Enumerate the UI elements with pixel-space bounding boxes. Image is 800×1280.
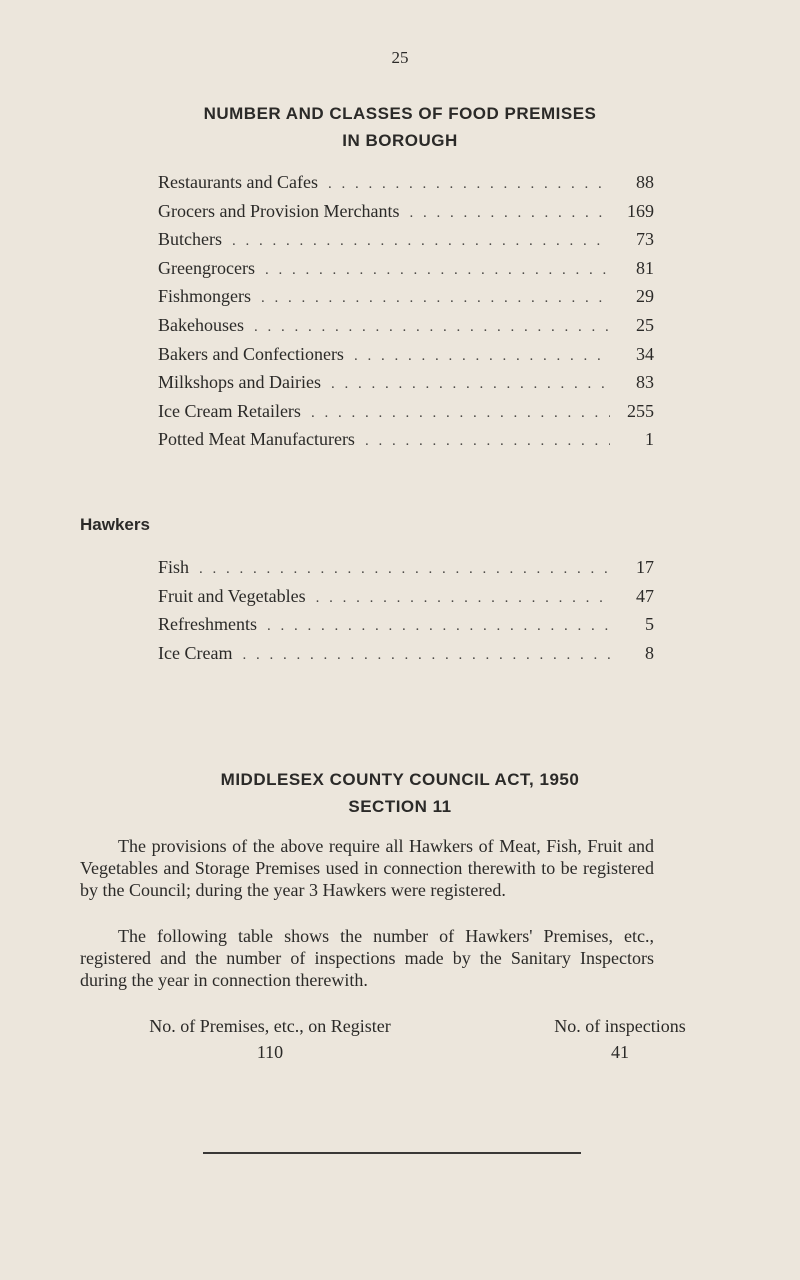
- item-value: 29: [636, 286, 654, 307]
- item-label: Bakehouses: [158, 314, 244, 335]
- item-label: Ice Cream Retailers: [158, 400, 301, 421]
- item-label: Refreshments: [158, 614, 257, 635]
- leader-dots: [251, 290, 610, 307]
- list-item: [158, 643, 654, 672]
- page-title: [0, 100, 800, 154]
- leader-dots: [355, 433, 610, 450]
- section-heading: [0, 766, 800, 820]
- leader-dots: [318, 176, 610, 193]
- leader-dots: [232, 647, 610, 664]
- list-item: [158, 229, 654, 258]
- item-value: 169: [627, 200, 654, 221]
- item-label: Butchers: [158, 229, 222, 250]
- list-item: [158, 172, 654, 201]
- column-value: 110: [256, 1042, 284, 1062]
- list-item: [158, 614, 654, 643]
- leader-dots: [301, 405, 610, 422]
- title-line-1: NUMBER AND CLASSES OF FOOD PREMISES: [203, 104, 597, 123]
- register-column-premises: [110, 1013, 430, 1065]
- column-header: No. of inspections: [554, 1016, 686, 1036]
- list-item: [158, 401, 654, 430]
- hawkers-heading: Hawkers: [80, 515, 150, 534]
- item-label: Bakers and Confectioners: [158, 343, 344, 364]
- leader-dots: [222, 233, 610, 250]
- item-label: Milkshops and Dairies: [158, 372, 321, 393]
- leader-dots: [257, 618, 610, 635]
- leader-dots: [344, 348, 610, 365]
- title-line-2: IN BOROUGH: [342, 131, 458, 150]
- item-label: Restaurants and Cafes: [158, 172, 318, 192]
- paragraph-inspections: The following table shows the number of Hawkers' Premises, etc., registered and the number of inspections made by the Sanitary Inspectors during the year in connection therewith.: [80, 926, 654, 990]
- item-label: Fishmongers: [158, 286, 252, 307]
- list-item: [158, 315, 654, 344]
- item-value: 73: [636, 229, 654, 250]
- divider: [203, 1152, 581, 1154]
- list-item: [158, 372, 654, 401]
- item-value: 88: [636, 172, 654, 192]
- item-value: 17: [636, 557, 654, 577]
- item-value: 25: [636, 314, 654, 335]
- leader-dots: [244, 319, 610, 336]
- leader-dots: [255, 262, 610, 279]
- item-label: Ice Cream: [158, 642, 233, 663]
- hawkers-list: [158, 557, 654, 671]
- leader-dots: [306, 590, 610, 607]
- item-value: 34: [636, 343, 654, 364]
- item-label: Grocers and Provision Merchants: [158, 200, 400, 221]
- leader-dots: [321, 376, 610, 393]
- list-item: [158, 201, 654, 230]
- list-item: [158, 258, 654, 287]
- item-value: 5: [645, 614, 654, 635]
- paragraph-registration: The provisions of the above require all Hawkers of Meat, Fish, Fruit and Vegetables and Storage Premises used in connection therewith to be registered by the Council; during the year 3 Hawkers were registered.: [80, 836, 654, 900]
- item-label: Potted Meat Manufacturers: [158, 429, 355, 450]
- item-value: 1: [645, 429, 654, 450]
- act-section: SECTION 11: [348, 797, 452, 816]
- item-label: Fish: [158, 557, 190, 577]
- column-value: 41: [611, 1042, 629, 1062]
- list-item: [158, 557, 654, 586]
- item-value: 81: [636, 257, 654, 278]
- list-item: [158, 344, 654, 373]
- column-header: No. of Premises, etc., on Register: [149, 1016, 391, 1036]
- leader-dots: [189, 561, 610, 578]
- item-label: Fruit and Vegetables: [158, 585, 306, 606]
- item-value: 47: [636, 585, 654, 606]
- leader-dots: [399, 205, 610, 222]
- item-value: 255: [627, 400, 654, 421]
- list-item: [158, 286, 654, 315]
- item-value: 8: [645, 642, 654, 663]
- act-title: MIDDLESEX COUNTY COUNCIL ACT, 1950: [220, 770, 580, 789]
- list-item: [158, 429, 654, 458]
- register-column-inspections: [500, 1013, 740, 1065]
- item-value: 83: [636, 372, 654, 393]
- item-label: Greengrocers: [158, 257, 255, 278]
- page-number: 25: [391, 48, 409, 67]
- list-item: [158, 586, 654, 615]
- premises-list: [158, 172, 654, 458]
